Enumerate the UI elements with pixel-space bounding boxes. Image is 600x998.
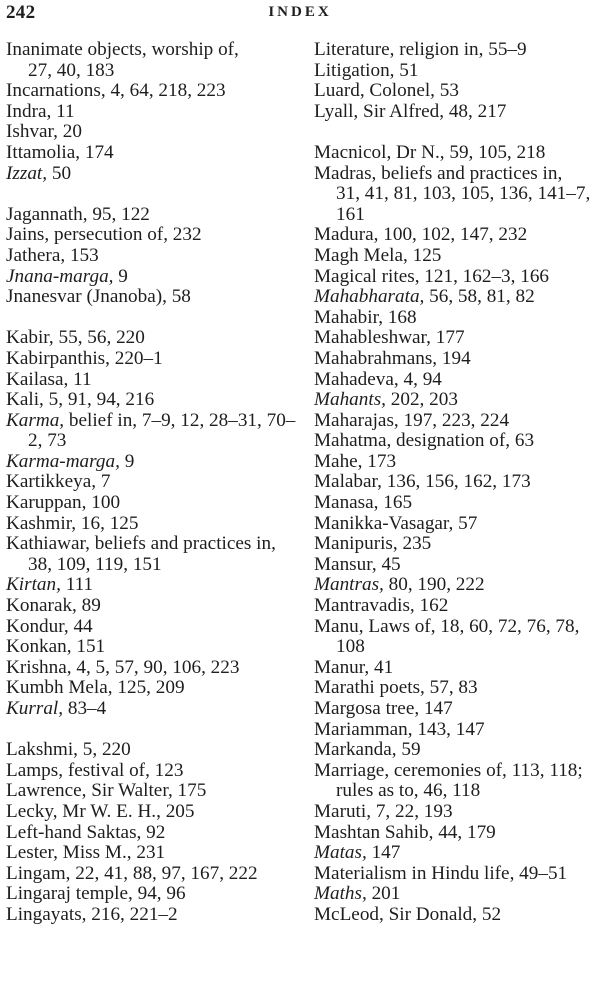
index-entry: [6, 370, 301, 391]
index-term: Literature, religion in,: [314, 39, 484, 60]
index-term: Kali,: [6, 389, 44, 411]
index-page-refs: 9: [124, 450, 135, 472]
index-term: Litigation,: [314, 59, 395, 81]
index-entry: [314, 308, 596, 329]
index-term: Kailasa,: [6, 368, 69, 390]
index-entry: [6, 411, 301, 452]
index-entry: [314, 823, 596, 844]
index-term: Karuppan,: [6, 492, 87, 514]
index-entry: [314, 287, 596, 308]
index-page-refs: 205: [165, 800, 195, 822]
index-page-refs: 51: [399, 59, 419, 81]
index-entry: [6, 802, 301, 823]
index-entry: [314, 143, 596, 164]
index-entry: [314, 884, 596, 905]
index-page-refs: 38, 109, 119, 151: [28, 553, 162, 575]
index-page-refs: 7: [100, 471, 111, 493]
index-term: Mansur,: [314, 553, 377, 575]
index-term: McLeod, Sir Donald,: [314, 903, 478, 925]
index-term: Kondur,: [6, 615, 69, 637]
index-page-refs: 50: [51, 162, 72, 184]
index-term: Jains, persecution of,: [6, 224, 168, 246]
index-term: Jnanesvar (Jnanoba),: [6, 286, 167, 308]
index-page-refs: 57: [458, 512, 478, 534]
index-column-right: [314, 40, 596, 926]
index-term: Mantravadis,: [314, 595, 415, 617]
index-term: Mahabharata,: [314, 286, 425, 308]
index-page-refs: 57, 83: [429, 677, 478, 699]
index-page-refs: 5, 220: [82, 739, 131, 761]
index-page-refs: 49–51: [519, 862, 568, 884]
index-term: Lingaraj temple,: [6, 883, 133, 905]
index-page-refs: 94, 96: [137, 883, 186, 905]
index-page-refs: 55–9: [488, 39, 527, 60]
index-term: Macnicol, Dr N.,: [314, 141, 445, 163]
index-term: Izzat,: [6, 162, 48, 184]
index-page-refs: 177: [435, 327, 465, 349]
index-term: Madura,: [314, 224, 379, 246]
index-term: Manikka-Vasagar,: [314, 512, 454, 534]
index-page-refs: 235: [402, 533, 432, 555]
index-page-refs: 143, 147: [417, 718, 485, 740]
index-term: Kabir,: [6, 327, 54, 349]
index-term: Maruti,: [314, 800, 372, 822]
index-term: Jathera,: [6, 244, 66, 266]
index-page-refs: 125: [412, 244, 442, 266]
index-entry: [6, 864, 301, 885]
index-term: Mahants,: [314, 389, 386, 411]
index-page-refs: 59, 105, 218: [449, 141, 546, 163]
index-page-refs: 92: [146, 821, 166, 843]
index-entry: [314, 102, 596, 123]
index-page-refs: 165: [383, 492, 413, 514]
index-entry: [6, 823, 301, 844]
index-entry: [6, 678, 301, 699]
index-entry: [314, 534, 596, 555]
index-page-refs: 162: [419, 595, 449, 617]
index-page-refs: 41: [373, 656, 394, 678]
index-page-refs: 121, 162–3, 166: [424, 265, 550, 287]
index-term: Mahe,: [314, 450, 363, 472]
index-term: Kumbh Mela,: [6, 677, 113, 699]
index-term: Margosa tree,: [314, 698, 420, 719]
index-page-refs: 197, 223, 224: [403, 409, 510, 431]
index-page-refs: 147: [423, 698, 453, 719]
index-page-refs: 58: [171, 286, 191, 308]
index-term: Mahatma, designation of,: [314, 430, 511, 452]
index-term: Kashmir,: [6, 512, 77, 534]
index-entry: [314, 514, 596, 535]
index-entry: [314, 678, 596, 699]
index-entry: [314, 164, 596, 226]
index-entry: [6, 699, 301, 720]
index-entry: [314, 905, 596, 926]
index-entry: [6, 287, 301, 308]
index-page-refs: 174: [84, 141, 114, 163]
index-term: Lakshmi,: [6, 739, 78, 761]
index-page-refs: 123: [154, 759, 184, 781]
index-entry: [6, 761, 301, 782]
index-term: Marathi poets,: [314, 677, 425, 699]
index-term: Lawrence, Sir Walter,: [6, 780, 173, 802]
index-page-refs: 111: [65, 574, 94, 596]
index-entry: [6, 575, 301, 596]
index-page-refs: 113, 118; rules as to, 46, 118: [336, 759, 583, 802]
index-page-refs: 20: [62, 121, 82, 143]
index-page-refs: 100, 102, 147, 232: [383, 224, 528, 246]
index-page-refs: 4, 64, 218, 223: [110, 80, 226, 102]
index-page-refs: 63: [514, 430, 535, 452]
index-term: Mahableshwar,: [314, 327, 431, 349]
index-entry: [314, 349, 596, 370]
index-entry: [6, 884, 301, 905]
index-term: Kartikkeya,: [6, 471, 97, 493]
index-term: Inanimate objects, worship of,: [6, 39, 239, 60]
index-entry: [6, 143, 301, 164]
index-entry: [314, 81, 596, 102]
index-entry: [314, 472, 596, 493]
index-page-refs: 11: [56, 100, 75, 122]
index-entry: [6, 122, 301, 143]
page-header: [6, 2, 594, 26]
index-term: Karma-marga,: [6, 450, 120, 472]
index-page-refs: 27, 40, 183: [28, 59, 115, 81]
index-term: Matas,: [314, 842, 367, 864]
index-entry: [6, 164, 301, 185]
index-page-refs: 216, 221–2: [91, 903, 178, 925]
index-term: Manasa,: [314, 492, 379, 514]
index-entry: [6, 514, 301, 535]
index-entry: [314, 617, 596, 658]
index-page-refs: 7, 22, 193: [375, 800, 453, 822]
index-page-refs: 53: [439, 80, 459, 102]
index-entry: [314, 699, 596, 720]
index-term: Manur,: [314, 656, 370, 678]
index-page-refs: 56, 58, 81, 82: [429, 286, 535, 308]
index-term: Magical rites,: [314, 265, 420, 287]
index-entry: [314, 555, 596, 576]
index-term: Maths,: [314, 883, 367, 905]
index-entry: [6, 472, 301, 493]
index-entry: [6, 637, 301, 658]
index-term: Incarnations,: [6, 80, 106, 102]
index-page-refs: 18, 60, 72, 76, 78, 108: [336, 615, 580, 658]
index-term: Kabirpanthis,: [6, 347, 110, 369]
index-term: Indra,: [6, 100, 52, 122]
index-term: Jnana-marga,: [6, 265, 114, 287]
index-entry: [6, 596, 301, 617]
index-term: Kurral,: [6, 698, 64, 719]
index-entry: [6, 349, 301, 370]
index-term: Lamps, festival of,: [6, 759, 150, 781]
page-number: 242: [6, 2, 36, 23]
index-entry: [314, 761, 596, 802]
index-entry: [314, 452, 596, 473]
index-term: Mahabir,: [314, 306, 384, 328]
index-entry: [6, 843, 301, 864]
index-entry: [6, 40, 301, 81]
index-entry: [314, 431, 596, 452]
index-column-left: [6, 40, 301, 926]
index-page-refs: 136, 156, 162, 173: [386, 471, 531, 493]
index-page-refs: 153: [69, 244, 99, 266]
index-entry: [6, 452, 301, 473]
index-page-refs: 201: [371, 883, 401, 905]
index-entry: [6, 390, 301, 411]
index-entry: [6, 617, 301, 638]
index-page-refs: 231: [136, 842, 166, 864]
index-term: Karma,: [6, 409, 65, 431]
index-term: Konarak,: [6, 595, 77, 617]
index-entry: [314, 493, 596, 514]
index-page-refs: 220–1: [114, 347, 163, 369]
index-term: Mahabrahmans,: [314, 347, 438, 369]
index-entry: [6, 246, 301, 267]
index-entry: [314, 575, 596, 596]
index-entry: [6, 658, 301, 679]
index-entry: [6, 740, 301, 761]
index-term: Krishna,: [6, 656, 72, 678]
index-term: Manipuris,: [314, 533, 398, 555]
index-term: Mantras,: [314, 574, 384, 596]
index-term: Lyall, Sir Alfred,: [314, 100, 445, 122]
index-page-refs: 11: [73, 368, 92, 390]
index-entry: [6, 267, 301, 288]
index-term: Lecky, Mr W. E. H.,: [6, 800, 161, 822]
index-page-refs: 31, 41, 81, 103, 105, 136, 141–7, 161: [336, 183, 591, 225]
index-subentry-text: belief in, 7–9, 12, 28–31, 70–2, 73: [28, 409, 296, 452]
index-page-refs: 168: [387, 306, 417, 328]
index-term: Malabar,: [314, 471, 382, 493]
index-entry: [314, 370, 596, 391]
index-page-refs: 83–4: [67, 698, 107, 719]
index-term: Mariamman,: [314, 718, 413, 740]
index-entry: [314, 740, 596, 761]
index-term: Materialism in Hindu life,: [314, 862, 515, 884]
index-page-refs: 147: [371, 842, 401, 864]
index-page-refs: 175: [177, 780, 207, 802]
index-entry: [314, 802, 596, 823]
index-entry: [314, 843, 596, 864]
index-page-refs: 5, 91, 94, 216: [48, 389, 155, 411]
index-entry: [6, 205, 301, 226]
index-page-refs: 44, 179: [438, 821, 496, 843]
index-entry: [314, 328, 596, 349]
index-entry: [314, 267, 596, 288]
index-term: Kathiawar, beliefs and practices in,: [6, 533, 276, 555]
index-term: Ittamolia,: [6, 141, 81, 163]
index-entry: [6, 493, 301, 514]
index-term: Kirtan,: [6, 574, 61, 596]
index-entry: [6, 81, 301, 102]
index-page-refs: 48, 217: [448, 100, 507, 122]
index-term: Markanda,: [314, 739, 397, 761]
index-page-refs: 95, 122: [92, 203, 150, 225]
index-page-refs: 151: [76, 636, 106, 658]
index-term: Madras, beliefs and practices in,: [314, 162, 563, 184]
index-entry: [314, 864, 596, 885]
index-page-refs: 52: [481, 903, 502, 925]
index-term: Lester, Miss M.,: [6, 842, 132, 864]
index-entry: [6, 781, 301, 802]
index-entry: [314, 61, 596, 82]
index-term: Magh Mela,: [314, 244, 408, 266]
index-entry: [314, 411, 596, 432]
index-term: Manu, Laws of,: [314, 615, 436, 637]
index-page-refs: 4, 94: [403, 368, 442, 390]
index-term: Lingam,: [6, 862, 71, 884]
index-term: Konkan,: [6, 636, 72, 658]
index-page-refs: 16, 125: [80, 512, 139, 534]
index-page-refs: 44: [73, 615, 93, 637]
index-page-refs: 89: [81, 595, 101, 617]
index-page-refs: 194: [441, 347, 471, 369]
index-entry: [6, 328, 301, 349]
index-term: Ishvar,: [6, 121, 58, 143]
index-term: Mahadeva,: [314, 368, 399, 390]
index-entry: [6, 225, 301, 246]
index-entry: [314, 658, 596, 679]
index-page-refs: 55, 56, 220: [58, 327, 145, 349]
index-page-refs: 4, 5, 57, 90, 106, 223: [76, 656, 240, 678]
index-term: Jagannath,: [6, 203, 88, 225]
index-entry: [314, 720, 596, 741]
index-term: Mashtan Sahib,: [314, 821, 434, 843]
index-term: Left-hand Saktas,: [6, 821, 142, 843]
index-entry: [314, 596, 596, 617]
index-entry: [314, 246, 596, 267]
index-page-refs: 59: [401, 739, 421, 761]
index-page-refs: 202, 203: [390, 389, 458, 411]
index-page-refs: 80, 190, 222: [388, 574, 485, 596]
index-page-refs: 9: [118, 265, 128, 287]
index-entry: [314, 225, 596, 246]
index-page-refs: 45: [381, 553, 401, 575]
index-page-refs: 232: [172, 224, 202, 246]
index-page-refs: 173: [367, 450, 397, 472]
index-entry: [6, 905, 301, 926]
index-entry: [314, 40, 596, 61]
index-term: Luard, Colonel,: [314, 80, 435, 102]
index-entry: [314, 390, 596, 411]
index-page-refs: 125, 209: [117, 677, 185, 699]
index-term: Maharajas,: [314, 409, 399, 431]
index-term: Marriage, ceremonies of,: [314, 759, 507, 781]
index-page-refs: 100: [91, 492, 121, 514]
index-entry: [6, 534, 301, 575]
running-head-title: INDEX: [268, 4, 332, 20]
index-page-refs: 22, 41, 88, 97, 167, 222: [75, 862, 258, 884]
index-entry: [6, 102, 301, 123]
index-term: Lingayats,: [6, 903, 87, 925]
